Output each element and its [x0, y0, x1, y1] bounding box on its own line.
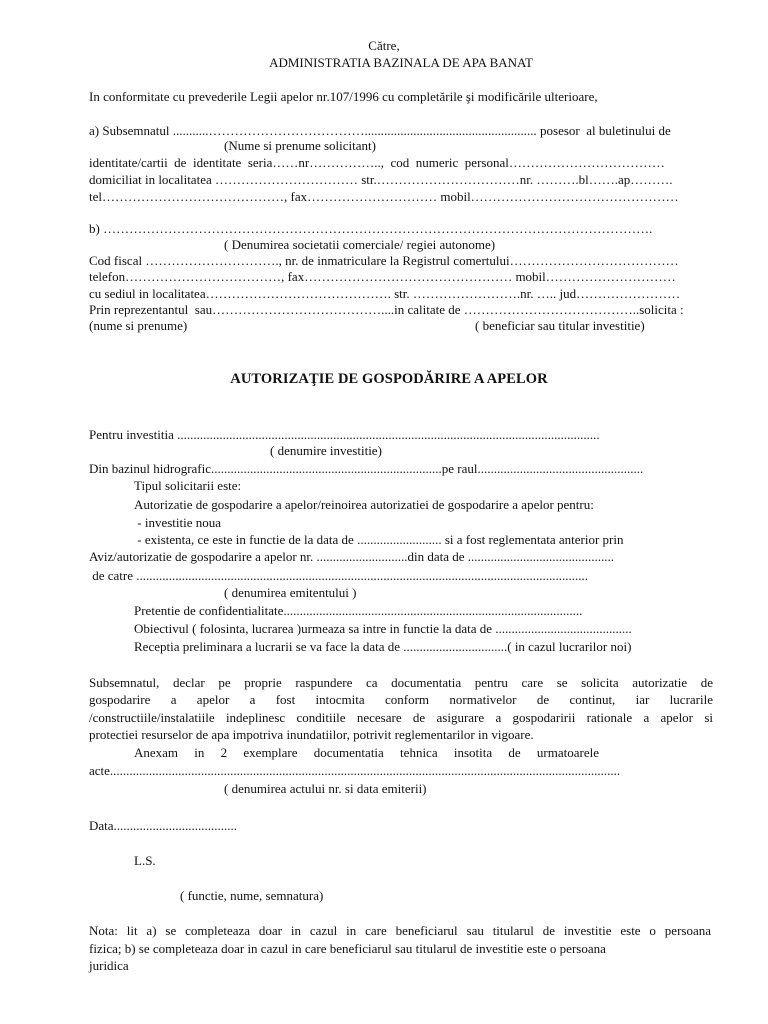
section-a-line-2: identitate/cartii de identitate seria……nr…………….., cod numeric personal……………………………… — [89, 155, 665, 170]
note-line-2: fizica; b) se completeaza doar in cazul in care beneficiarul sau titularul de investitie este o persoana — [89, 941, 606, 956]
request-type-label: Tipul solicitarii este: — [134, 478, 242, 493]
section-b-line-5: Prin reprezentantul sau…………………………………....in calitate de …………………………………..solicita : — [89, 302, 684, 317]
option-existing: - existenta, ce este in functie de la data de .......................... si a fost reglementata anterior prin — [134, 532, 624, 547]
option-new-investment: - investitie noua — [134, 515, 222, 530]
stamp-label: L.S. — [134, 853, 156, 868]
section-b-line-4: cu sediul in localitatea……………………………………. str. …………………….nr. ….. jud…………………… — [89, 286, 681, 301]
section-a-line-4: tel……………………………………, fax………………………… mobil………………………………………… — [89, 189, 679, 204]
section-b-line-1: b) ………………………………………………………………………………………………………………. — [89, 221, 653, 236]
investment-line: Pentru investitia .................................................................................................................................. — [89, 427, 600, 442]
request-type-desc: Autorizatie de gospodarire a apelor/reinoirea autorizatiei de gospodarire a apelor pentru: — [134, 497, 594, 512]
investment-hint: ( denumire investitie) — [270, 443, 382, 458]
section-a-line-1: a) Subsemnatul ...........………………………………..................................................... posesor al buletinului de — [89, 123, 671, 138]
section-b-hint-name: (nume si prenume) — [89, 318, 188, 333]
note-line-3: juridica — [89, 958, 129, 973]
issuer-line: de catre ........................................................................................................................................... — [89, 568, 589, 583]
declaration-line-2: gospodarire a apelor a fost intocmita conform normativelor de continut, iar lucrarile — [89, 692, 713, 707]
header-recipient: ADMINISTRATIA BAZINALA DE APA BANAT — [269, 55, 533, 70]
reception-line: Receptia preliminara a lucrarii se va face la data de ................................( in cazul lucrarilor noi) — [134, 639, 632, 654]
header-to: Către, — [368, 38, 400, 53]
note-line-1: Nota: lit a) se completeaza doar in cazul in care beneficiarul sau titularul de investitie este o persoana — [89, 923, 711, 938]
section-b-line-2: Cod fiscal …………………………., nr. de inmatriculare la Registrul comertului………………………………… — [89, 253, 679, 268]
annex-hint: ( denumirea actului nr. si data emiterii) — [224, 781, 427, 796]
section-a-line-3: domiciliat in localitatea …………………………… str.……………………………nr. ……….bl…….ap………. — [89, 172, 673, 187]
signature-hint: ( functie, nume, semnatura) — [180, 888, 324, 903]
start-date-line: Obiectivul ( folosinta, lucrarea )urmeaza sa intre in functie la data de .......................................... — [134, 621, 632, 636]
previous-permit-line: Aviz/autorizatie de gospodarire a apelor nr. ............................din data de ............................................. — [89, 549, 615, 564]
annex-line: Anexam in 2 exemplare documentatia tehnica insotita de urmatoarele — [134, 745, 599, 760]
confidentiality-line: Pretentie de confidentialitate............................................................................................ — [134, 603, 583, 618]
declaration-line-4: protectiei resurselor de apa impotriva inundatiilor, potrivit reglementarilor in vigoare. — [89, 727, 534, 742]
section-a-hint-name: (Nume si prenume solicitant) — [224, 138, 376, 153]
annex-acts-line: acte............................................................................................................................................................. — [89, 763, 621, 778]
declaration-line-3: /constructiile/instalatiile indeplinesc conditiile necesare de asigurare a gospodaririi rationale a apelor si — [89, 710, 713, 725]
issuer-hint: ( denumirea emitentului ) — [224, 585, 357, 600]
date-line: Data...................................... — [89, 818, 238, 833]
declaration-line-1: Subsemnatul, declar pe proprie raspundere ca documentatia pentru care se solicita autorizatie de — [89, 675, 713, 690]
basin-line: Din bazinul hidrografic.......................................................................pe raul................................................... — [89, 461, 644, 476]
intro-paragraph: In conformitate cu prevederile Legii apelor nr.107/1996 cu completările şi modificările ulterioare, — [89, 89, 598, 104]
section-b-hint-company: ( Denumirea societatii comerciale/ regiei autonome) — [224, 237, 496, 252]
document-title: AUTORIZAŢIE DE GOSPODĂRIRE A APELOR — [230, 371, 548, 387]
section-b-hint-role: ( beneficiar sau titular investitie) — [475, 318, 645, 333]
section-b-line-3: telefon………………………………, fax………………………………………… mobil………………………… — [89, 269, 676, 284]
